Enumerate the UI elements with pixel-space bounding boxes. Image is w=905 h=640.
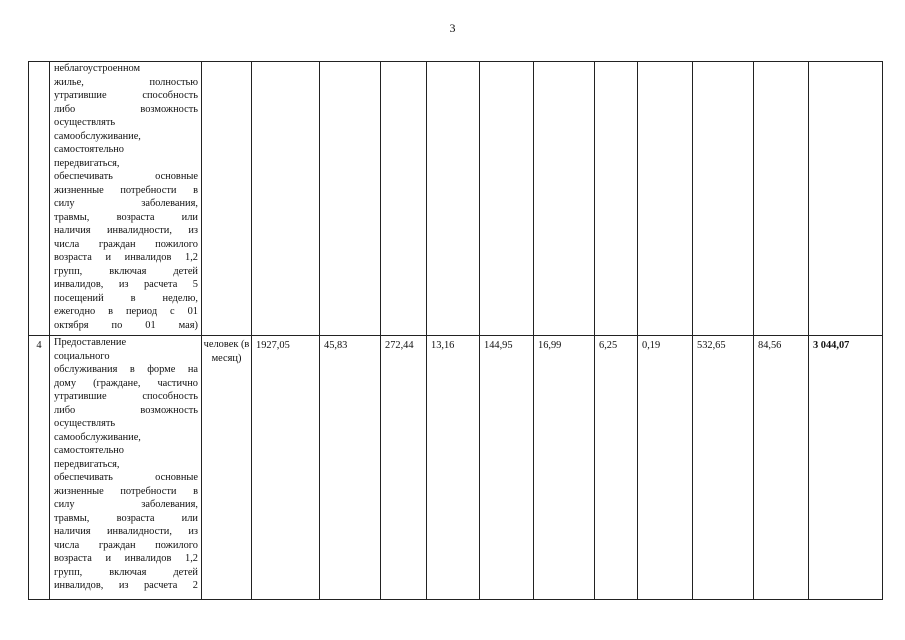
description-line: травмы, возраста или bbox=[54, 211, 198, 223]
value-cell: 84,56 bbox=[754, 336, 809, 600]
description-line: Предоставление bbox=[54, 337, 127, 348]
table-row bbox=[29, 336, 883, 600]
description-line: силу заболевания, bbox=[54, 499, 198, 510]
description-line: инвалидов, из расчета 5 bbox=[54, 279, 198, 290]
value-cell: 1927,05 bbox=[252, 336, 320, 600]
description-line: посещений в неделю, bbox=[54, 292, 198, 304]
value-cell bbox=[693, 62, 754, 336]
value-cell bbox=[320, 62, 381, 336]
description-line: травмы, возраста или bbox=[54, 512, 198, 524]
description-line: утратившие способность bbox=[54, 391, 198, 402]
description-line: обеспечивать основные bbox=[54, 472, 198, 483]
description-line: наличия инвалидности, из bbox=[54, 225, 198, 236]
description-line: неблагоустроенном bbox=[54, 63, 141, 74]
value-cell: 272,44 bbox=[381, 336, 427, 600]
description-line: самообслуживание, bbox=[54, 431, 141, 443]
value-cell bbox=[595, 62, 638, 336]
description-line: числа граждан пожилого bbox=[54, 238, 198, 250]
description-line: передвигаться, bbox=[54, 458, 120, 470]
description-line: наличия инвалидности, из bbox=[54, 526, 198, 537]
description-line: числа граждан пожилого bbox=[54, 539, 198, 551]
description-line: жизненные потребности в bbox=[54, 485, 198, 497]
description-line: обеспечивать основные bbox=[54, 171, 198, 182]
row-number-cell: 4 bbox=[29, 336, 50, 600]
description-line: инвалидов, из расчета 2 bbox=[54, 580, 198, 591]
value-cell bbox=[427, 62, 480, 336]
value-cell: 6,25 bbox=[595, 336, 638, 600]
description-line: самостоятельно bbox=[54, 445, 125, 456]
row-number-cell bbox=[29, 62, 50, 336]
total-value-cell: 3 044,07 bbox=[809, 336, 883, 600]
description-line: групп, включая детей bbox=[54, 265, 198, 277]
description-line: дому (граждане, частично bbox=[54, 377, 198, 389]
value-cell bbox=[534, 62, 595, 336]
value-cell bbox=[381, 62, 427, 336]
page-number: 3 bbox=[449, 21, 456, 35]
description-line: самообслуживание, bbox=[54, 130, 141, 142]
cost-table bbox=[28, 61, 883, 600]
value-cell: 532,65 bbox=[693, 336, 754, 600]
service-description-cell bbox=[50, 336, 202, 600]
description-line: утратившие способность bbox=[54, 90, 198, 101]
description-line: осуществлять bbox=[54, 117, 116, 128]
value-cell: 13,16 bbox=[427, 336, 480, 600]
value-cell: 0,19 bbox=[638, 336, 693, 600]
description-line: ежегодно в период с 01 bbox=[54, 306, 198, 317]
description-line: самостоятельно bbox=[54, 144, 125, 155]
description-line: силу заболевания, bbox=[54, 198, 198, 209]
unit-cell bbox=[202, 62, 252, 336]
description-line: возраста и инвалидов 1,2 bbox=[54, 252, 198, 263]
description-line: либо возможность bbox=[54, 404, 198, 416]
value-cell: 16,99 bbox=[534, 336, 595, 600]
description-line: передвигаться, bbox=[54, 157, 120, 169]
description-line: октября по 01 мая) bbox=[54, 319, 198, 331]
unit-cell: человек (в месяц) bbox=[202, 336, 252, 600]
total-value-cell bbox=[809, 62, 883, 336]
description-line: жилье, полностью bbox=[54, 76, 198, 88]
description-line: либо возможность bbox=[54, 103, 198, 115]
description-line: возраста и инвалидов 1,2 bbox=[54, 553, 198, 564]
description-line: жизненные потребности в bbox=[54, 184, 198, 196]
value-cell: 144,95 bbox=[480, 336, 534, 600]
table-row bbox=[29, 62, 883, 336]
value-cell bbox=[480, 62, 534, 336]
description-line: социального bbox=[54, 350, 110, 362]
description-line: осуществлять bbox=[54, 418, 116, 429]
value-cell bbox=[252, 62, 320, 336]
description-line: обслуживания в форме на bbox=[54, 364, 198, 375]
value-cell: 45,83 bbox=[320, 336, 381, 600]
value-cell bbox=[754, 62, 809, 336]
value-cell bbox=[638, 62, 693, 336]
description-line: групп, включая детей bbox=[54, 566, 198, 578]
service-description-cell bbox=[50, 62, 202, 336]
